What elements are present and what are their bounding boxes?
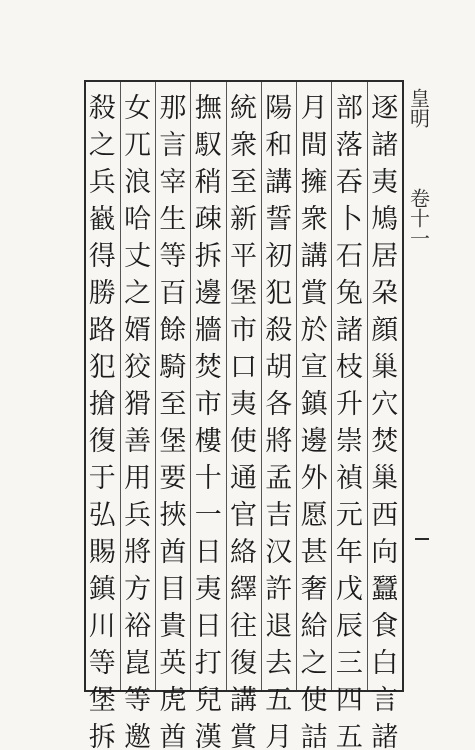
text-column: 逐 諸 夷 鳩 居 朶 顔 巢 穴 焚 巢 西 向 蠶 食 白 言 諸: [371, 93, 399, 750]
column-rule: [120, 82, 121, 690]
column-rule: [296, 82, 297, 690]
text-column: 殺 之 兵 巀 得 勝 路 犯 搶 復 于 弘 賜 鎮 川 等 堡 拆: [88, 93, 116, 750]
text-column: 女 兀 浪 哈 丈 之 婿 狡 猾 善 用 兵 將 方 裕 崑 等 邀: [124, 93, 152, 750]
column-rule: [155, 82, 156, 690]
banxin-title: 皇明: [406, 88, 431, 128]
text-column: 統 衆 至 新 平 堡 市 口 夷 使 通 官 絡 繹 往 復 講 賞: [230, 93, 257, 750]
text-column: 部 落 吞 卜 石 兔 諸 枝 升 崇 禎 元 年 戊 辰 三 四 五: [335, 93, 363, 750]
banxin-fishtail-mark: [415, 538, 429, 540]
column-rule: [261, 82, 262, 690]
frame-top-border: [84, 80, 404, 82]
column-rule: [367, 82, 368, 690]
text-column: 那 言 宰 生 等 百 餘 騎 至 堡 要 挾 酋 目 貴 英 虎 酋: [159, 93, 187, 750]
banxin-volume: 卷十一: [406, 188, 431, 248]
text-column: 陽 和 講 誓 初 犯 殺 胡 各 將 孟 吉 汉 許 退 去 五 月: [265, 93, 293, 750]
column-rule: [190, 82, 191, 690]
column-rule: [226, 82, 227, 690]
text-column: 月 間 擁 衆 講 賞 於 宣 鎮 邊 外 愿 甚 奢 給 之 使 詰: [300, 93, 328, 750]
text-column: 撫 馭 稍 疎 拆 邊 牆 焚 市 樓 十 一 日 夷 日 打 兒 漢: [194, 93, 222, 750]
column-rule: [331, 82, 332, 690]
banxin-margin: [406, 82, 432, 690]
